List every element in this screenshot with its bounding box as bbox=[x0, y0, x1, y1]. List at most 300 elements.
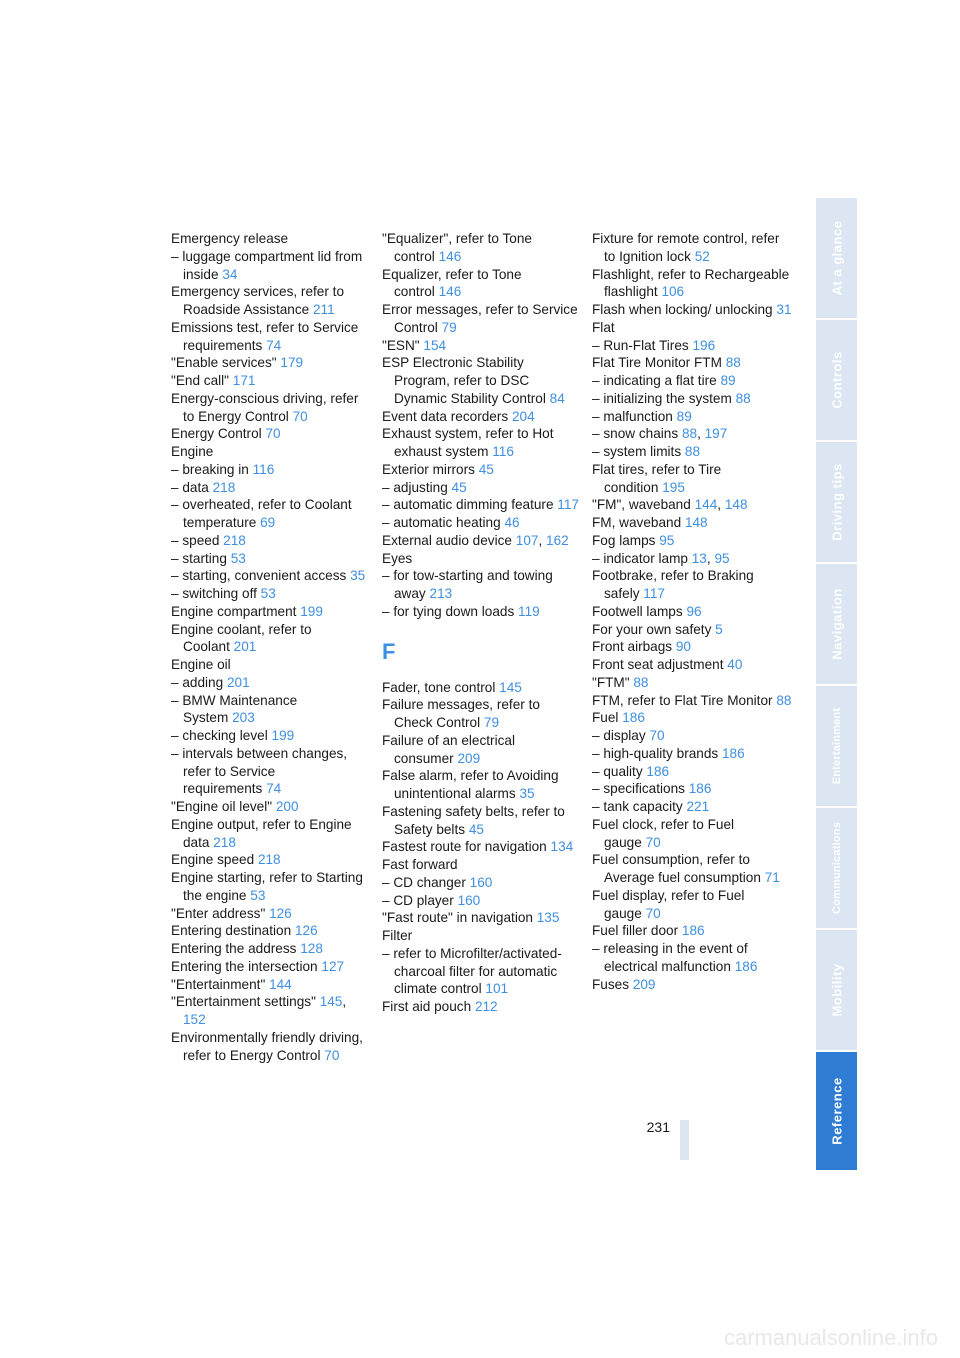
index-entry-text: – releasing in the event of electrical malfunction bbox=[592, 941, 748, 974]
index-entry-text: Footbrake, refer to Braking safely bbox=[592, 568, 754, 601]
index-entry bbox=[171, 479, 371, 497]
tab-label: Reference bbox=[829, 1077, 844, 1145]
page-link[interactable]: 84 bbox=[549, 390, 565, 406]
index-entry-text: – indicating a flat tire bbox=[592, 373, 717, 388]
index-entry-text: – system limits bbox=[592, 444, 682, 459]
index-entry: External audio device 107, 162 bbox=[382, 532, 569, 548]
index-entry-text: Fuel consumption, refer to Average fuel consumption bbox=[592, 852, 761, 885]
page-link[interactable]: 186 bbox=[688, 781, 712, 797]
index-entry-text: Fuses bbox=[592, 976, 630, 992]
index-entry-text: – CD changer bbox=[382, 874, 466, 890]
index-entry bbox=[171, 230, 371, 248]
index-entry-text: Engine coolant, refer to Coolant bbox=[171, 621, 312, 655]
index-column-1 bbox=[171, 230, 371, 1064]
index-entry bbox=[592, 532, 792, 550]
index-entry bbox=[171, 674, 371, 692]
index-entry-text: False alarm, refer to Avoiding unintentional alarms bbox=[382, 768, 559, 801]
index-entry-text: Flash when locking/ unlocking bbox=[592, 302, 773, 317]
page-link[interactable]: 53 bbox=[250, 887, 266, 903]
index-entry-text: Eyes bbox=[382, 550, 413, 566]
index-entry bbox=[592, 461, 792, 497]
index-entry bbox=[592, 372, 792, 390]
page-link[interactable]: 90 bbox=[675, 639, 691, 655]
index-entry bbox=[171, 727, 371, 745]
page-link[interactable]: 200 bbox=[275, 799, 299, 814]
index-entry bbox=[171, 319, 371, 355]
tab-label: At a glance bbox=[829, 220, 844, 296]
index-entry-text: – refer to Microfilter/activated-charcoal filter for automatic climate control bbox=[382, 945, 562, 997]
index-entry: – snow chains 88, 197 bbox=[592, 426, 728, 442]
page-link[interactable]: 145 bbox=[499, 679, 522, 695]
page-link[interactable]: 101 bbox=[485, 981, 509, 997]
index-entry bbox=[171, 496, 371, 532]
index-entry-text: Engine bbox=[171, 444, 214, 459]
page-link[interactable]: 35 bbox=[350, 568, 366, 584]
tab-controls[interactable] bbox=[816, 320, 857, 440]
page-number: 231 bbox=[646, 1119, 670, 1135]
page-link[interactable]: 204 bbox=[511, 408, 535, 424]
index-entry bbox=[592, 887, 792, 923]
page-link[interactable]: 196 bbox=[692, 337, 716, 353]
index-entry-text: FM, waveband bbox=[592, 515, 682, 530]
index-entry-text: "Fast route" in navigation bbox=[382, 910, 533, 926]
page-link[interactable]: 186 bbox=[646, 763, 670, 779]
index-entry-text: Flat tires, refer to Tire condition bbox=[592, 461, 722, 495]
page-link[interactable]: 144 bbox=[694, 497, 718, 513]
tab-mobility[interactable] bbox=[816, 930, 857, 1050]
index-entry bbox=[382, 998, 582, 1016]
page-link[interactable]: 212 bbox=[474, 999, 498, 1014]
page-link[interactable]: 88 bbox=[633, 674, 649, 690]
index-entry-text: "Entertainment settings" bbox=[171, 994, 316, 1010]
index-entry bbox=[592, 266, 792, 302]
page-link[interactable]: 126 bbox=[269, 905, 292, 921]
tab-label: Navigation bbox=[829, 588, 844, 660]
page-link[interactable]: 199 bbox=[300, 603, 323, 619]
index-entry bbox=[171, 390, 371, 426]
tab-label: Driving tips bbox=[829, 463, 844, 541]
page-link[interactable]: 88 bbox=[684, 444, 701, 459]
index-entry bbox=[382, 838, 582, 856]
index-entry-text: – display bbox=[592, 728, 646, 743]
page-link[interactable]: 88 bbox=[735, 390, 751, 406]
page-link[interactable]: 211 bbox=[312, 302, 335, 317]
index-entry bbox=[382, 479, 582, 497]
page-link[interactable]: 116 bbox=[492, 444, 514, 459]
page-link[interactable]: 148 bbox=[724, 497, 748, 513]
index-entry bbox=[592, 567, 792, 603]
index-entry bbox=[171, 692, 371, 728]
index-entry bbox=[592, 745, 792, 763]
page-link[interactable]: 70 bbox=[649, 728, 665, 743]
index-entry-text: "Enter address" bbox=[171, 905, 266, 921]
index-entry-text: – specifications bbox=[592, 781, 685, 797]
index-entry-text: Failure messages, refer to Check Control bbox=[382, 697, 540, 730]
index-entry-text: – automatic dimming feature bbox=[382, 497, 554, 513]
index-entry-text: "ESN" bbox=[382, 337, 420, 353]
index-entry: – indicator lamp 13, 95 bbox=[592, 550, 730, 566]
tab-label: Controls bbox=[829, 351, 844, 409]
page-link[interactable]: 209 bbox=[632, 976, 656, 992]
page-link[interactable]: 70 bbox=[645, 834, 661, 850]
page-link[interactable]: 126 bbox=[294, 923, 318, 939]
index-entry-text: – malfunction bbox=[592, 408, 673, 424]
index-entry-text: Exterior mirrors bbox=[382, 461, 475, 477]
page-link[interactable]: 144 bbox=[269, 976, 292, 992]
page-link[interactable]: 218 bbox=[212, 479, 236, 495]
index-entry bbox=[171, 461, 371, 479]
page-link[interactable]: 209 bbox=[457, 750, 481, 766]
page-link[interactable]: 152 bbox=[183, 1012, 206, 1027]
index-entry bbox=[382, 266, 582, 302]
page-link[interactable]: 46 bbox=[504, 515, 520, 530]
page-link[interactable]: 186 bbox=[622, 710, 645, 726]
index-entry-text: "Engine oil level" bbox=[171, 799, 273, 814]
index-entry bbox=[592, 976, 792, 994]
page-link[interactable]: 52 bbox=[694, 248, 710, 264]
index-entry-text: Fuel bbox=[592, 710, 619, 726]
index-entry bbox=[171, 816, 371, 852]
page-link[interactable]: 186 bbox=[734, 958, 758, 974]
index-entry-text: Emissions test, refer to Service requirements bbox=[171, 319, 359, 353]
section-tabs bbox=[816, 198, 857, 1172]
index-entry bbox=[592, 603, 792, 621]
page-link[interactable]: 40 bbox=[727, 657, 743, 672]
index-entry bbox=[592, 656, 792, 674]
page-link[interactable]: 154 bbox=[423, 337, 447, 353]
index-entry-text: Energy-conscious driving, refer to Energy Control bbox=[171, 390, 359, 424]
page-link[interactable]: 117 bbox=[557, 497, 579, 513]
page-link[interactable]: 79 bbox=[441, 319, 457, 335]
index-entry-text: Flat Tire Monitor FTM bbox=[592, 355, 722, 371]
index-entry bbox=[171, 603, 371, 621]
index-entry bbox=[382, 301, 582, 337]
index-entry bbox=[171, 248, 371, 284]
index-entry bbox=[171, 976, 371, 994]
index-entry-text: Entering the intersection bbox=[171, 958, 318, 974]
index-entry-text: Fixture for remote control, refer to Ignition lock bbox=[592, 231, 780, 264]
index-entry-text: – speed bbox=[171, 532, 220, 548]
index-entry bbox=[592, 709, 792, 727]
index-entry bbox=[592, 354, 792, 372]
page-link[interactable]: 160 bbox=[469, 874, 493, 890]
index-entry-text: Engine starting, refer to Starting the engine bbox=[171, 870, 363, 903]
page-link[interactable]: 53 bbox=[230, 550, 246, 566]
index-entry bbox=[592, 301, 792, 319]
index-entry bbox=[382, 856, 582, 874]
index-entry-text: – switching off bbox=[171, 586, 257, 601]
page-link[interactable]: 95 bbox=[659, 532, 675, 548]
index-entry bbox=[171, 745, 371, 798]
index-entry-text: Energy Control bbox=[171, 426, 262, 442]
index-entry-text: Fastening safety belts, refer to Safety belts bbox=[382, 803, 565, 837]
index-entry bbox=[592, 851, 792, 887]
index-entry bbox=[382, 732, 582, 768]
index-entry-text: Error messages, refer to Service Control bbox=[382, 302, 578, 335]
page-link[interactable]: 45 bbox=[451, 479, 467, 495]
page-link[interactable]: 162 bbox=[546, 532, 569, 548]
tab-at-a-glance[interactable] bbox=[816, 198, 857, 318]
index-entry-text: FTM, refer to Flat Tire Monitor bbox=[592, 692, 773, 708]
index-entry-text: Fuel display, refer to Fuel gauge bbox=[592, 887, 745, 921]
index-column-2 bbox=[382, 230, 582, 1016]
index-entry-text: Entering destination bbox=[171, 923, 292, 939]
index-entry bbox=[171, 621, 371, 657]
page-link[interactable]: 195 bbox=[662, 479, 685, 495]
page-number-bar bbox=[680, 1120, 689, 1160]
tab-navigation[interactable] bbox=[816, 564, 857, 684]
index-entry bbox=[592, 443, 792, 461]
index-entry bbox=[171, 354, 371, 372]
tab-driving-tips[interactable] bbox=[816, 442, 857, 562]
page-link[interactable]: 88 bbox=[681, 426, 698, 442]
page-link[interactable]: 107 bbox=[515, 532, 539, 548]
index-entry bbox=[171, 1029, 371, 1065]
page-link[interactable]: 79 bbox=[483, 715, 500, 730]
page-link[interactable]: 171 bbox=[232, 373, 256, 388]
index-entry-text: "End call" bbox=[171, 373, 230, 388]
page-link[interactable]: 221 bbox=[686, 799, 710, 814]
index-entry-text: "Entertainment" bbox=[171, 976, 266, 992]
index-entry-text: Front airbags bbox=[592, 639, 673, 655]
index-entry bbox=[171, 372, 371, 390]
index-entry-text: ESP Electronic Stability Program, refer to DSC Dynamic Stability Control bbox=[382, 355, 546, 406]
index-entry bbox=[592, 408, 792, 426]
index-entry-text: Front seat adjustment bbox=[592, 657, 724, 672]
index-entry: "FM", waveband 144, 148 bbox=[592, 497, 748, 513]
index-entry-text: "Equalizer", refer to Tone control bbox=[382, 231, 532, 264]
index-entry-text: – adding bbox=[171, 674, 224, 690]
page-link[interactable]: 74 bbox=[266, 781, 282, 797]
page-link[interactable]: 218 bbox=[223, 532, 246, 548]
index-entry-text: Flashlight, refer to Rechargeable flashlight bbox=[592, 266, 790, 300]
index-entry bbox=[592, 780, 792, 798]
index-entry-text: – CD player bbox=[382, 892, 454, 908]
index-entry: "Entertainment settings" 145, 152 bbox=[171, 994, 347, 1027]
index-entry bbox=[592, 514, 792, 532]
index-column-3 bbox=[592, 230, 792, 993]
page-link[interactable]: 88 bbox=[725, 355, 741, 371]
page-link[interactable]: 53 bbox=[260, 586, 276, 601]
index-entry-text: Engine speed bbox=[171, 852, 255, 868]
index-entry bbox=[382, 803, 582, 839]
page-link[interactable]: 186 bbox=[681, 923, 705, 939]
page-link[interactable]: 71 bbox=[764, 870, 780, 885]
page-link[interactable]: 69 bbox=[260, 515, 276, 530]
index-entry-text: Failure of an electrical consumer bbox=[382, 732, 515, 766]
index-entry bbox=[171, 958, 371, 976]
page-link[interactable]: 203 bbox=[232, 710, 255, 726]
index-entry bbox=[382, 408, 582, 426]
index-entry bbox=[592, 922, 792, 940]
page-link[interactable]: 106 bbox=[661, 284, 685, 300]
index-entry bbox=[382, 550, 582, 568]
tab-entertainment[interactable] bbox=[816, 686, 857, 806]
index-entry-text: "Enable services" bbox=[171, 355, 277, 371]
index-entry bbox=[382, 892, 582, 910]
page-link[interactable]: 213 bbox=[429, 586, 453, 601]
index-entry bbox=[592, 621, 792, 639]
page-link[interactable]: 134 bbox=[550, 839, 574, 855]
index-entry bbox=[592, 816, 792, 852]
index-entry bbox=[171, 532, 371, 550]
index-entry-text: Footwell lamps bbox=[592, 603, 683, 619]
index-entry bbox=[171, 425, 371, 443]
watermark: carmanualsonline.info bbox=[723, 1325, 938, 1350]
page-link[interactable]: 31 bbox=[776, 302, 792, 317]
index-entry-text: – tank capacity bbox=[592, 799, 683, 814]
page-link[interactable]: 199 bbox=[271, 728, 295, 743]
index-entry bbox=[171, 869, 371, 905]
index-entry-text: – starting bbox=[171, 550, 227, 566]
index-entry-text: Engine output, refer to Engine data bbox=[171, 816, 352, 850]
index-entry bbox=[171, 905, 371, 923]
page-link[interactable]: 5 bbox=[715, 621, 723, 637]
page-link[interactable]: 35 bbox=[519, 786, 535, 801]
index-entry bbox=[171, 922, 371, 940]
index-entry-text: – for tow-starting and towing away bbox=[382, 568, 553, 601]
index-entry bbox=[382, 337, 582, 355]
page-link[interactable]: 70 bbox=[292, 408, 308, 424]
index-entry-text: – initializing the system bbox=[592, 390, 732, 406]
index-entry bbox=[382, 696, 582, 732]
section-letter: F bbox=[382, 638, 396, 664]
page-link[interactable]: 34 bbox=[222, 266, 238, 282]
index-entry bbox=[592, 727, 792, 745]
index-entry-text: – Run-Flat Tires bbox=[592, 337, 689, 353]
page-link[interactable]: 45 bbox=[468, 821, 484, 837]
page-link[interactable]: 116 bbox=[252, 461, 275, 477]
index-entry-text: Filter bbox=[382, 928, 413, 943]
tab-label: Communications bbox=[830, 821, 843, 915]
page-link[interactable]: 119 bbox=[518, 603, 540, 619]
index-entry-text: First aid pouch bbox=[382, 999, 472, 1014]
page-link[interactable]: 146 bbox=[438, 284, 462, 300]
index-entry bbox=[382, 909, 582, 927]
index-entry bbox=[382, 603, 582, 621]
tab-label: Mobility bbox=[829, 963, 844, 1017]
index-entry bbox=[592, 390, 792, 408]
page-link[interactable]: 218 bbox=[213, 834, 236, 850]
index-entry-text: Emergency release bbox=[171, 231, 289, 246]
index-entry bbox=[382, 496, 582, 514]
index-entry bbox=[382, 679, 582, 697]
index-entry bbox=[592, 638, 792, 656]
page-link[interactable]: 197 bbox=[704, 426, 728, 442]
index-entry bbox=[382, 230, 582, 266]
index-entry bbox=[592, 230, 792, 266]
page-link[interactable]: 95 bbox=[714, 550, 730, 566]
index-entry-text: – high-quality brands bbox=[592, 745, 719, 761]
tab-reference[interactable] bbox=[816, 1052, 857, 1170]
index-entry-text: – automatic heating bbox=[382, 515, 501, 530]
page-link[interactable]: 70 bbox=[265, 426, 281, 442]
index-entry-text: "FTM" bbox=[592, 674, 630, 690]
index-entry-text: – starting, convenient access bbox=[171, 568, 347, 584]
index-entry bbox=[592, 319, 792, 337]
index-entry bbox=[171, 443, 371, 461]
index-entry bbox=[382, 874, 582, 892]
page-link[interactable]: 186 bbox=[721, 745, 745, 761]
index-entry bbox=[171, 798, 371, 816]
page-link[interactable]: 201 bbox=[233, 639, 257, 655]
index-entry-text: Fuel clock, refer to Fuel gauge bbox=[592, 816, 735, 850]
page-link[interactable]: 179 bbox=[280, 355, 304, 371]
index-entry-text: Emergency services, refer to Roadside Assistance bbox=[171, 284, 345, 317]
tab-communications[interactable] bbox=[816, 808, 857, 928]
page-link[interactable]: 74 bbox=[266, 337, 282, 353]
index-entry-text: Event data recorders bbox=[382, 408, 509, 424]
index-entry-text: – overheated, refer to Coolant temperature bbox=[171, 497, 352, 530]
index-entry bbox=[382, 425, 582, 461]
index-entry bbox=[592, 337, 792, 355]
index-entry-text: – intervals between changes, refer to Service requirements bbox=[171, 745, 348, 797]
index-entry-text: Exhaust system, refer to Hot exhaust system bbox=[382, 426, 554, 459]
page-link[interactable]: 160 bbox=[457, 892, 481, 908]
index-entry bbox=[382, 514, 582, 532]
index-entry-text: External audio device bbox=[382, 532, 512, 548]
index-entry bbox=[171, 585, 371, 603]
page-link[interactable]: 127 bbox=[321, 958, 345, 974]
page-link[interactable]: 218 bbox=[257, 852, 281, 868]
index-entry-text: Equalizer, refer to Tone control bbox=[382, 266, 522, 300]
index-entry-text: Flat bbox=[592, 319, 615, 335]
index-entry-text: – adjusting bbox=[382, 479, 448, 495]
index-entry-text: – BMW Maintenance System bbox=[171, 692, 298, 726]
index-entry-text: For your own safety bbox=[592, 621, 712, 637]
index-entry bbox=[592, 692, 792, 710]
index-entry-text: Fuel filler door bbox=[592, 923, 679, 939]
page-link[interactable]: 70 bbox=[324, 1047, 340, 1063]
index-entry-text: – indicator lamp bbox=[592, 550, 688, 566]
page-link[interactable]: 117 bbox=[643, 586, 665, 601]
index-entry bbox=[382, 927, 582, 945]
index-entry-text: Fastest route for navigation bbox=[382, 839, 547, 855]
index-entry bbox=[382, 354, 582, 407]
page-link[interactable]: 45 bbox=[478, 461, 494, 477]
page-link[interactable]: 145 bbox=[319, 994, 343, 1010]
page-link[interactable]: 89 bbox=[720, 373, 736, 388]
index-entry-text: Entering the address bbox=[171, 941, 297, 956]
index-entry bbox=[171, 940, 371, 958]
page-link[interactable]: 96 bbox=[686, 603, 702, 619]
index-entry bbox=[171, 283, 371, 319]
index-entry bbox=[592, 674, 792, 692]
page-link[interactable]: 88 bbox=[776, 692, 792, 708]
page-link[interactable]: 135 bbox=[536, 910, 560, 926]
index-entry-text: – for tying down loads bbox=[382, 603, 515, 619]
page-link[interactable]: 146 bbox=[438, 248, 462, 264]
tab-label: Entertainment bbox=[830, 707, 843, 785]
page-link[interactable]: 128 bbox=[300, 941, 323, 956]
index-entry-text: – data bbox=[171, 479, 209, 495]
index-entry bbox=[171, 851, 371, 869]
page-link[interactable]: 201 bbox=[226, 674, 250, 690]
page-link[interactable]: 13 bbox=[691, 550, 707, 566]
index-entry bbox=[382, 945, 582, 998]
page-link[interactable]: 148 bbox=[684, 515, 708, 530]
index-entry-text: Fog lamps bbox=[592, 532, 656, 548]
index-entry bbox=[171, 550, 371, 568]
index-entry-text: Engine compartment bbox=[171, 603, 297, 619]
index-entry bbox=[382, 767, 582, 803]
index-entry-text: – luggage compartment lid from inside bbox=[171, 248, 363, 282]
index-entry-text: – breaking in bbox=[171, 461, 249, 477]
index-entry bbox=[592, 798, 792, 816]
page-link[interactable]: 89 bbox=[676, 408, 692, 424]
index-entry-text: Environmentally friendly driving, refer to Energy Control bbox=[171, 1029, 363, 1063]
page-link[interactable]: 70 bbox=[645, 905, 661, 921]
